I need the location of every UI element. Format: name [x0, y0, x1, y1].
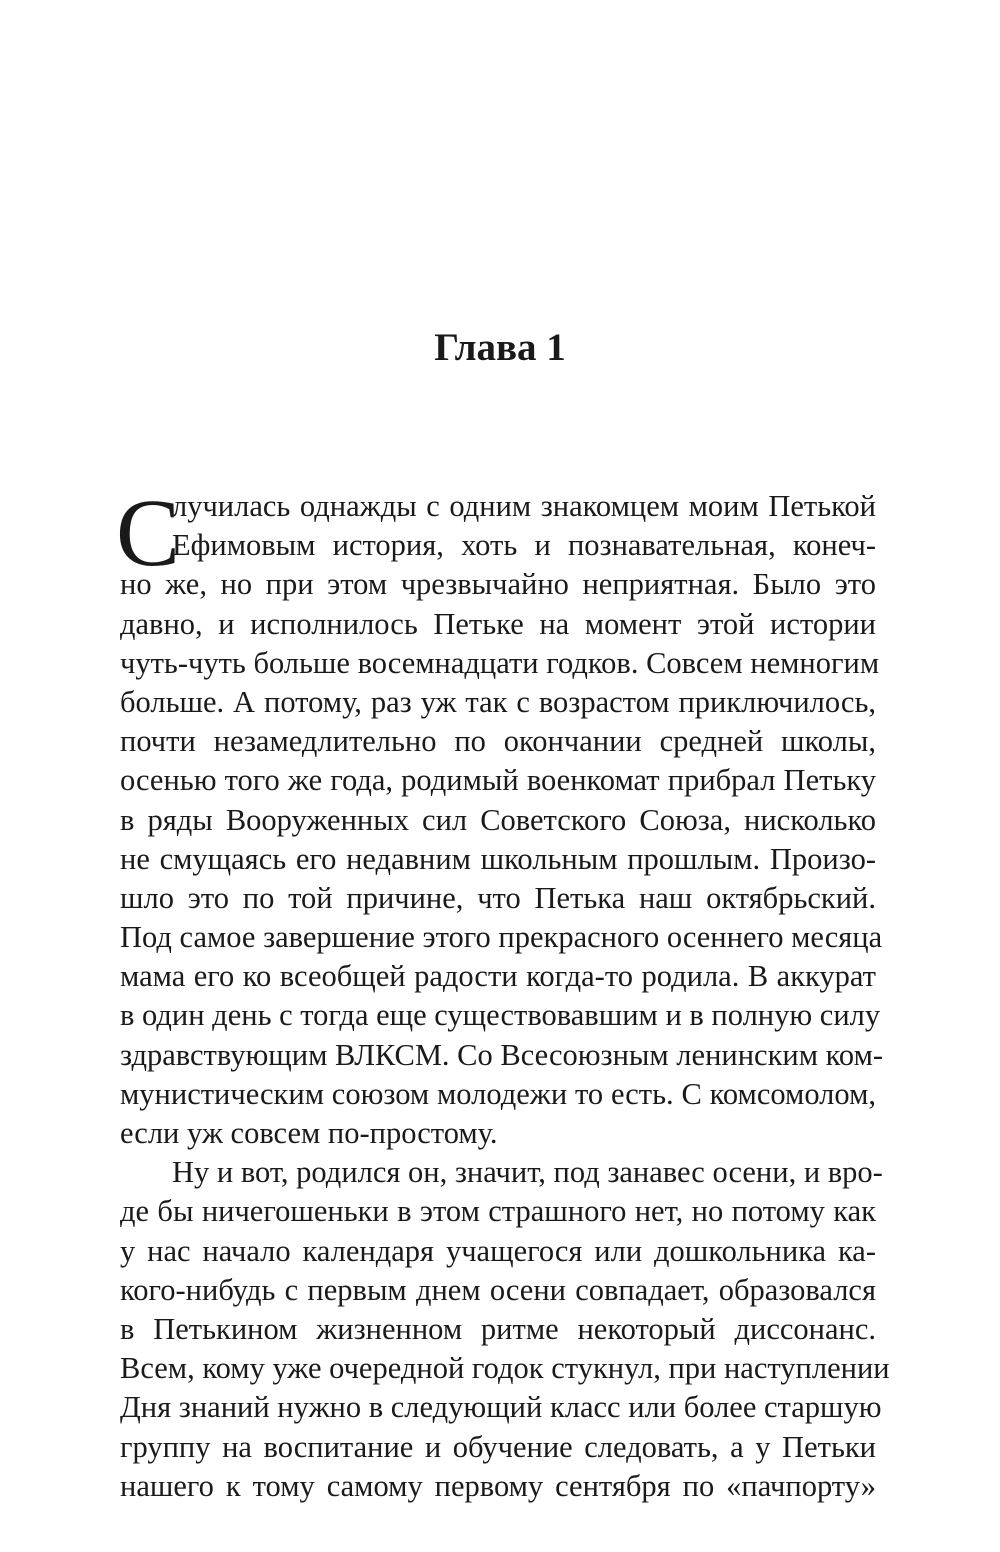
text-line: мама его ко всеобщей радости когда-то родила. В аккурат — [120, 959, 876, 994]
text-line: у нас начало календаря учащегося или дошкольника ка- — [120, 1233, 876, 1268]
text-line: С лучилась однажды с одним знакомцем моим Петькой — [116, 479, 876, 586]
drop-cap: С — [116, 479, 181, 586]
text-line: де бы ничегошеньки в этом страшного нет, но потому как — [120, 1194, 876, 1229]
text-line: в Петькином жизненном ритме некоторый диссонанс. — [120, 1311, 876, 1346]
text-line: давно, и исполнилось Петьке на момент этой истории — [120, 606, 876, 641]
text-line: но же, но при этом чрезвычайно неприятная. Было это — [120, 567, 876, 602]
text-line: кого-нибудь с первым днем осени совпадает, образовался — [120, 1272, 876, 1307]
text-line: Ну и вот, родился он, значит, под занавес осени, и вро- — [172, 1155, 883, 1190]
text-line: нашего к тому самому первому сентября по «пачпорту» — [120, 1468, 876, 1503]
text-line: чуть-чуть больше восемнадцати годков. Совсем немногим — [120, 645, 880, 680]
text-line: Дня знаний нужно в следующий класс или более старшую — [120, 1390, 882, 1425]
text-line: шло это по той причине, что Петька наш октябрьский. — [120, 880, 876, 915]
text-line: если уж совсем по-простому. — [120, 1116, 498, 1150]
text-line: здравствующим ВЛКСМ. Со Всесоюзным ленинским ком- — [120, 1037, 884, 1072]
text-line: в ряды Вооруженных сил Советского Союза, нисколько — [120, 802, 876, 837]
text-line: в один день с тогда еще существовавшим и в полную силу — [120, 998, 881, 1033]
text-line: не смущаясь его недавним школьным прошлым. Произо- — [120, 841, 876, 876]
text-line: Под самое завершение этого прекрасного осеннего месяца — [120, 920, 883, 955]
text-line: группу на воспитание и обучение следовать, а у Петьки — [120, 1429, 876, 1464]
text-line: Ефимовым история, хоть и познавательная, конеч- — [172, 528, 876, 563]
text-line: мунистическим союзом молодежи то есть. С комсомолом, — [120, 1076, 876, 1111]
chapter-text — [116, 479, 890, 1506]
text-line: Всем, кому уже очередной годок стукнул, при наступлении — [120, 1351, 890, 1386]
chapter-title: Глава 1 — [434, 326, 566, 369]
text-line: осенью того же года, родимый военкомат прибрал Петьку — [120, 763, 876, 798]
text-line: почти незамедлительно по окончании средней школы, — [120, 724, 876, 759]
text-line: больше. А потому, раз уж так с возрастом приключилось, — [120, 684, 876, 719]
